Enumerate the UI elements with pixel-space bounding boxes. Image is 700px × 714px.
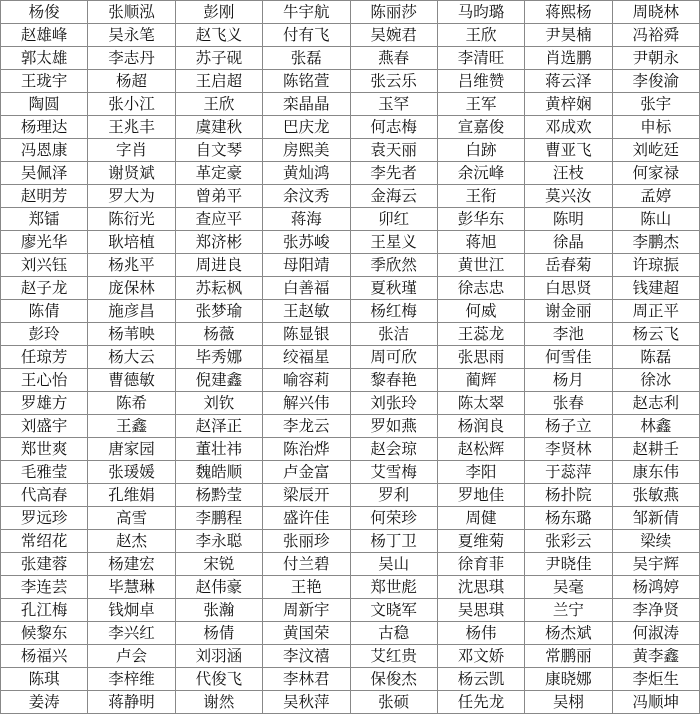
name-cell: 王珑宇 bbox=[1, 70, 88, 93]
table-row bbox=[1, 24, 700, 47]
name-cell: 李汶禧 bbox=[263, 645, 350, 668]
name-cell: 周新宇 bbox=[263, 599, 350, 622]
name-cell: 于蕊萍 bbox=[525, 461, 612, 484]
name-cell: 吴宇辉 bbox=[612, 553, 699, 576]
name-cell: 杨伟 bbox=[437, 622, 524, 645]
name-cell: 蒋静明 bbox=[88, 691, 175, 714]
name-cell: 陈磊 bbox=[612, 346, 699, 369]
table-row bbox=[1, 116, 700, 139]
name-cell: 杨丁卫 bbox=[350, 530, 437, 553]
name-cell: 蔺辉 bbox=[437, 369, 524, 392]
name-cell: 杨扑院 bbox=[525, 484, 612, 507]
name-cell: 杨云飞 bbox=[612, 323, 699, 346]
name-cell: 庞保林 bbox=[88, 277, 175, 300]
name-cell: 肖选鹏 bbox=[525, 47, 612, 70]
name-cell: 赵伟豪 bbox=[175, 576, 262, 599]
name-cell: 周正平 bbox=[612, 300, 699, 323]
name-cell: 黄梓娴 bbox=[525, 93, 612, 116]
name-cell: 赵泽正 bbox=[175, 415, 262, 438]
name-cell: 巴庆龙 bbox=[263, 116, 350, 139]
name-cell: 罗远珍 bbox=[1, 507, 88, 530]
name-cell: 谢贤斌 bbox=[88, 162, 175, 185]
name-cell: 申标 bbox=[612, 116, 699, 139]
name-cell: 徐志忠 bbox=[437, 277, 524, 300]
name-cell: 绞福星 bbox=[263, 346, 350, 369]
name-cell: 杨理达 bbox=[1, 116, 88, 139]
name-cell: 刘张玲 bbox=[350, 392, 437, 415]
name-cell: 张苏峻 bbox=[263, 231, 350, 254]
name-cell: 吴思琪 bbox=[437, 599, 524, 622]
name-cell: 罗雄方 bbox=[1, 392, 88, 415]
name-cell: 赵松辉 bbox=[437, 438, 524, 461]
name-cell: 兰宁 bbox=[525, 599, 612, 622]
name-cell: 李永聪 bbox=[175, 530, 262, 553]
name-cell: 彭玲 bbox=[1, 323, 88, 346]
name-cell: 李阳 bbox=[437, 461, 524, 484]
name-cell: 曹德敏 bbox=[88, 369, 175, 392]
name-cell: 魏皓顺 bbox=[175, 461, 262, 484]
name-cell: 王衔 bbox=[437, 185, 524, 208]
name-cell: 栾晶晶 bbox=[263, 93, 350, 116]
table-row bbox=[1, 530, 700, 553]
name-cell: 付兰碧 bbox=[263, 553, 350, 576]
name-cell: 李梓维 bbox=[88, 668, 175, 691]
name-cell: 陶圆 bbox=[1, 93, 88, 116]
name-cell: 陈倩 bbox=[1, 300, 88, 323]
name-cell: 任先龙 bbox=[437, 691, 524, 714]
name-cell: 汪枝 bbox=[525, 162, 612, 185]
name-cell: 倪建鑫 bbox=[175, 369, 262, 392]
table-row bbox=[1, 369, 700, 392]
name-cell: 文晓军 bbox=[350, 599, 437, 622]
name-cell: 赵志利 bbox=[612, 392, 699, 415]
name-cell: 白善福 bbox=[263, 277, 350, 300]
name-cell: 罗地佳 bbox=[437, 484, 524, 507]
name-cell: 杨红梅 bbox=[350, 300, 437, 323]
name-cell: 吴婉君 bbox=[350, 24, 437, 47]
name-cell: 赵会琼 bbox=[350, 438, 437, 461]
name-cell: 杨云凯 bbox=[437, 668, 524, 691]
name-cell: 王鑫 bbox=[88, 415, 175, 438]
name-cell: 尹晓佳 bbox=[525, 553, 612, 576]
name-cell: 玉罕 bbox=[350, 93, 437, 116]
name-cell: 王欣 bbox=[175, 93, 262, 116]
name-cell: 张瑗媛 bbox=[88, 461, 175, 484]
name-cell: 字肖 bbox=[88, 139, 175, 162]
name-cell: 刘羽涵 bbox=[175, 645, 262, 668]
name-cell: 卢会 bbox=[88, 645, 175, 668]
name-cell: 杨苇映 bbox=[88, 323, 175, 346]
table-row bbox=[1, 438, 700, 461]
table-row bbox=[1, 254, 700, 277]
name-cell: 燕春 bbox=[350, 47, 437, 70]
table-row bbox=[1, 93, 700, 116]
name-cell: 盛许佳 bbox=[263, 507, 350, 530]
name-cell: 赵耕壬 bbox=[612, 438, 699, 461]
name-cell: 许琼振 bbox=[612, 254, 699, 277]
name-cell: 杨杰斌 bbox=[525, 622, 612, 645]
name-cell: 徐育菲 bbox=[437, 553, 524, 576]
name-cell: 常绍花 bbox=[1, 530, 88, 553]
table-row bbox=[1, 300, 700, 323]
name-cell: 赵明芳 bbox=[1, 185, 88, 208]
name-cell: 彭华东 bbox=[437, 208, 524, 231]
name-cell: 张硕 bbox=[350, 691, 437, 714]
name-cell: 何威 bbox=[437, 300, 524, 323]
name-cell: 赵雄峰 bbox=[1, 24, 88, 47]
name-cell: 何志梅 bbox=[350, 116, 437, 139]
name-cell: 吴佩泽 bbox=[1, 162, 88, 185]
name-cell: 李龙云 bbox=[263, 415, 350, 438]
name-cell: 付有飞 bbox=[263, 24, 350, 47]
table-row bbox=[1, 507, 700, 530]
table-row bbox=[1, 185, 700, 208]
name-cell: 刘兴钰 bbox=[1, 254, 88, 277]
name-cell: 林鑫 bbox=[612, 415, 699, 438]
name-cell: 杨倩 bbox=[175, 622, 262, 645]
name-cell: 季欣然 bbox=[350, 254, 437, 277]
table-row bbox=[1, 70, 700, 93]
name-cell: 艾红贵 bbox=[350, 645, 437, 668]
name-cell: 沈思琪 bbox=[437, 576, 524, 599]
name-cell: 孟婷 bbox=[612, 185, 699, 208]
name-cell: 吴山 bbox=[350, 553, 437, 576]
table-row bbox=[1, 231, 700, 254]
name-cell: 白跡 bbox=[437, 139, 524, 162]
name-cell: 曹亚飞 bbox=[525, 139, 612, 162]
name-cell: 孔江梅 bbox=[1, 599, 88, 622]
name-cell: 陈丽莎 bbox=[350, 1, 437, 24]
name-cell: 牛宇航 bbox=[263, 1, 350, 24]
table-row bbox=[1, 691, 700, 714]
name-cell: 王欣 bbox=[437, 24, 524, 47]
name-cell: 罗如燕 bbox=[350, 415, 437, 438]
table-row bbox=[1, 139, 700, 162]
name-cell: 黄李鑫 bbox=[612, 645, 699, 668]
name-cell: 赵杰 bbox=[88, 530, 175, 553]
table-row bbox=[1, 415, 700, 438]
table-row bbox=[1, 484, 700, 507]
table-row bbox=[1, 576, 700, 599]
name-cell: 王星义 bbox=[350, 231, 437, 254]
name-cell: 张顺泓 bbox=[88, 1, 175, 24]
name-cell: 张洁 bbox=[350, 323, 437, 346]
name-cell: 李炬生 bbox=[612, 668, 699, 691]
name-cell: 蒋海 bbox=[263, 208, 350, 231]
name-cell: 卢金富 bbox=[263, 461, 350, 484]
table-row bbox=[1, 277, 700, 300]
name-cell: 杨润良 bbox=[437, 415, 524, 438]
name-cell: 黎春艳 bbox=[350, 369, 437, 392]
name-cell: 宋锐 bbox=[175, 553, 262, 576]
name-cell: 吴毫 bbox=[525, 576, 612, 599]
name-cell: 张敏燕 bbox=[612, 484, 699, 507]
name-cell: 尹朝永 bbox=[612, 47, 699, 70]
name-cell: 尹昊楠 bbox=[525, 24, 612, 47]
name-cell: 保俊杰 bbox=[350, 668, 437, 691]
name-cell: 李兴红 bbox=[88, 622, 175, 645]
name-cell: 李连芸 bbox=[1, 576, 88, 599]
name-cell: 梁辰开 bbox=[263, 484, 350, 507]
name-cell: 张建蓉 bbox=[1, 553, 88, 576]
table-row bbox=[1, 622, 700, 645]
name-cell: 何荣珍 bbox=[350, 507, 437, 530]
name-cell: 夏维菊 bbox=[437, 530, 524, 553]
name-cell: 康晓娜 bbox=[525, 668, 612, 691]
table-row bbox=[1, 645, 700, 668]
name-cell: 张春 bbox=[525, 392, 612, 415]
name-cell: 陈治烨 bbox=[263, 438, 350, 461]
name-cell: 钱炯卓 bbox=[88, 599, 175, 622]
name-cell: 蒋熙杨 bbox=[525, 1, 612, 24]
name-cell: 徐冰 bbox=[612, 369, 699, 392]
name-cell: 张小江 bbox=[88, 93, 175, 116]
name-cell: 谢金丽 bbox=[525, 300, 612, 323]
name-cell: 郑世彪 bbox=[350, 576, 437, 599]
name-cell: 耿培植 bbox=[88, 231, 175, 254]
name-cell: 邓文娇 bbox=[437, 645, 524, 668]
name-cell: 黄灿鸿 bbox=[263, 162, 350, 185]
name-cell: 李贤林 bbox=[525, 438, 612, 461]
name-cell: 邓成欢 bbox=[525, 116, 612, 139]
name-cell: 苏子砚 bbox=[175, 47, 262, 70]
name-cell: 莫兴汝 bbox=[525, 185, 612, 208]
name-cell: 自文琴 bbox=[175, 139, 262, 162]
name-cell: 周进良 bbox=[175, 254, 262, 277]
name-cell: 赵飞义 bbox=[175, 24, 262, 47]
name-cell: 王军 bbox=[437, 93, 524, 116]
name-cell: 蒋云泽 bbox=[525, 70, 612, 93]
name-cell: 邹新倩 bbox=[612, 507, 699, 530]
name-cell: 张彩云 bbox=[525, 530, 612, 553]
name-cell: 余沅峰 bbox=[437, 162, 524, 185]
table-row bbox=[1, 323, 700, 346]
name-cell: 陈琪 bbox=[1, 668, 88, 691]
name-cell: 吴永笔 bbox=[88, 24, 175, 47]
name-cell: 吴栩 bbox=[525, 691, 612, 714]
name-cell: 刘屹廷 bbox=[612, 139, 699, 162]
name-cell: 夏秋瑾 bbox=[350, 277, 437, 300]
table-row bbox=[1, 47, 700, 70]
name-cell: 李池 bbox=[525, 323, 612, 346]
name-cell: 李志丹 bbox=[88, 47, 175, 70]
name-cell: 陈衍光 bbox=[88, 208, 175, 231]
name-cell: 喻容莉 bbox=[263, 369, 350, 392]
name-cell: 梁续 bbox=[612, 530, 699, 553]
name-cell: 杨月 bbox=[525, 369, 612, 392]
table-row bbox=[1, 162, 700, 185]
name-cell: 李俊渝 bbox=[612, 70, 699, 93]
name-cell: 罗利 bbox=[350, 484, 437, 507]
table-row bbox=[1, 553, 700, 576]
name-cell: 张丽珍 bbox=[263, 530, 350, 553]
name-cell: 陈显银 bbox=[263, 323, 350, 346]
name-cell: 艾雪梅 bbox=[350, 461, 437, 484]
name-cell: 陈希 bbox=[88, 392, 175, 415]
name-cell: 罗大为 bbox=[88, 185, 175, 208]
table-row bbox=[1, 208, 700, 231]
name-cell: 张宇 bbox=[612, 93, 699, 116]
name-cell: 杨福兴 bbox=[1, 645, 88, 668]
name-cell: 任琼芳 bbox=[1, 346, 88, 369]
name-cell: 谢然 bbox=[175, 691, 262, 714]
name-cell: 姜涛 bbox=[1, 691, 88, 714]
name-cell: 杨建宏 bbox=[88, 553, 175, 576]
name-cell: 房熙美 bbox=[263, 139, 350, 162]
name-cell: 廖光华 bbox=[1, 231, 88, 254]
name-cell: 冯裕舜 bbox=[612, 24, 699, 47]
name-cell: 李林君 bbox=[263, 668, 350, 691]
table-row bbox=[1, 668, 700, 691]
name-cell: 周晓林 bbox=[612, 1, 699, 24]
grid-body bbox=[1, 1, 700, 714]
table-row bbox=[1, 392, 700, 415]
name-cell: 孔维娟 bbox=[88, 484, 175, 507]
name-cell: 郑世爽 bbox=[1, 438, 88, 461]
name-cell: 毕秀娜 bbox=[175, 346, 262, 369]
name-cell: 施彦昌 bbox=[88, 300, 175, 323]
name-cell: 赵子龙 bbox=[1, 277, 88, 300]
name-cell: 杨东璐 bbox=[525, 507, 612, 530]
name-cell: 彭刚 bbox=[175, 1, 262, 24]
name-cell: 曾弟平 bbox=[175, 185, 262, 208]
name-cell: 王兆丰 bbox=[88, 116, 175, 139]
name-cell: 革定豪 bbox=[175, 162, 262, 185]
name-cell: 杨薇 bbox=[175, 323, 262, 346]
name-cell: 李净贤 bbox=[612, 599, 699, 622]
name-cell: 毛雅莹 bbox=[1, 461, 88, 484]
name-cell: 白思贤 bbox=[525, 277, 612, 300]
name-cell: 王启超 bbox=[175, 70, 262, 93]
name-cell: 王艳 bbox=[263, 576, 350, 599]
name-cell: 张瀚 bbox=[175, 599, 262, 622]
name-cell: 常鹏丽 bbox=[525, 645, 612, 668]
name-cell: 陈铭萱 bbox=[263, 70, 350, 93]
name-cell: 何淑涛 bbox=[612, 622, 699, 645]
name-cell: 吕维赞 bbox=[437, 70, 524, 93]
name-cell: 岳春菊 bbox=[525, 254, 612, 277]
name-cell: 杨大云 bbox=[88, 346, 175, 369]
name-cell: 金海云 bbox=[350, 185, 437, 208]
name-cell: 母阳靖 bbox=[263, 254, 350, 277]
name-cell: 李鹏杰 bbox=[612, 231, 699, 254]
name-cell: 张思雨 bbox=[437, 346, 524, 369]
name-cell: 陈明 bbox=[525, 208, 612, 231]
name-cell: 何雪佳 bbox=[525, 346, 612, 369]
table-row bbox=[1, 346, 700, 369]
name-cell: 郭太雄 bbox=[1, 47, 88, 70]
name-cell: 查应平 bbox=[175, 208, 262, 231]
name-cell: 余汶秀 bbox=[263, 185, 350, 208]
name-cell: 李鹏程 bbox=[175, 507, 262, 530]
name-cell: 张梦瑜 bbox=[175, 300, 262, 323]
name-cell: 冯顺坤 bbox=[612, 691, 699, 714]
name-cell: 代高春 bbox=[1, 484, 88, 507]
name-cell: 杨鸿婷 bbox=[612, 576, 699, 599]
name-cell: 李先者 bbox=[350, 162, 437, 185]
name-cell: 张云乐 bbox=[350, 70, 437, 93]
name-cell: 郑镭 bbox=[1, 208, 88, 231]
name-cell: 蒋旭 bbox=[437, 231, 524, 254]
name-cell: 袁天丽 bbox=[350, 139, 437, 162]
name-cell: 黄国荣 bbox=[263, 622, 350, 645]
name-cell: 唐家园 bbox=[88, 438, 175, 461]
name-cell: 候黎东 bbox=[1, 622, 88, 645]
name-cell: 郑济彬 bbox=[175, 231, 262, 254]
name-cell: 刘钦 bbox=[175, 392, 262, 415]
name-cell: 钱建超 bbox=[612, 277, 699, 300]
name-cell: 康东伟 bbox=[612, 461, 699, 484]
table-row bbox=[1, 599, 700, 622]
name-cell: 周可欣 bbox=[350, 346, 437, 369]
name-cell: 解兴伟 bbox=[263, 392, 350, 415]
table-row bbox=[1, 1, 700, 24]
name-cell: 王赵敏 bbox=[263, 300, 350, 323]
name-cell: 王蕊龙 bbox=[437, 323, 524, 346]
name-cell: 吴秋萍 bbox=[263, 691, 350, 714]
name-cell: 杨子立 bbox=[525, 415, 612, 438]
name-cell: 何家禄 bbox=[612, 162, 699, 185]
name-cell: 马昀璐 bbox=[437, 1, 524, 24]
name-cell: 古稳 bbox=[350, 622, 437, 645]
name-cell: 冯恩康 bbox=[1, 139, 88, 162]
name-cell: 杨黔莹 bbox=[175, 484, 262, 507]
name-cell: 李清旺 bbox=[437, 47, 524, 70]
name-cell: 毕慧琳 bbox=[88, 576, 175, 599]
table-row bbox=[1, 461, 700, 484]
name-cell: 虞建秋 bbox=[175, 116, 262, 139]
name-cell: 陈山 bbox=[612, 208, 699, 231]
name-cell: 徐晶 bbox=[525, 231, 612, 254]
name-cell: 周健 bbox=[437, 507, 524, 530]
name-cell: 苏耘枫 bbox=[175, 277, 262, 300]
name-cell: 陈太翠 bbox=[437, 392, 524, 415]
name-cell: 刘盛宇 bbox=[1, 415, 88, 438]
name-cell: 张磊 bbox=[263, 47, 350, 70]
name-cell: 代俊飞 bbox=[175, 668, 262, 691]
name-cell: 高雪 bbox=[88, 507, 175, 530]
name-cell: 黄世江 bbox=[437, 254, 524, 277]
name-cell: 宣嘉俊 bbox=[437, 116, 524, 139]
name-cell: 董壮祎 bbox=[175, 438, 262, 461]
name-cell: 王心怡 bbox=[1, 369, 88, 392]
name-cell: 杨兆平 bbox=[88, 254, 175, 277]
name-cell: 杨超 bbox=[88, 70, 175, 93]
name-cell: 卯红 bbox=[350, 208, 437, 231]
name-cell: 杨俊 bbox=[1, 1, 88, 24]
